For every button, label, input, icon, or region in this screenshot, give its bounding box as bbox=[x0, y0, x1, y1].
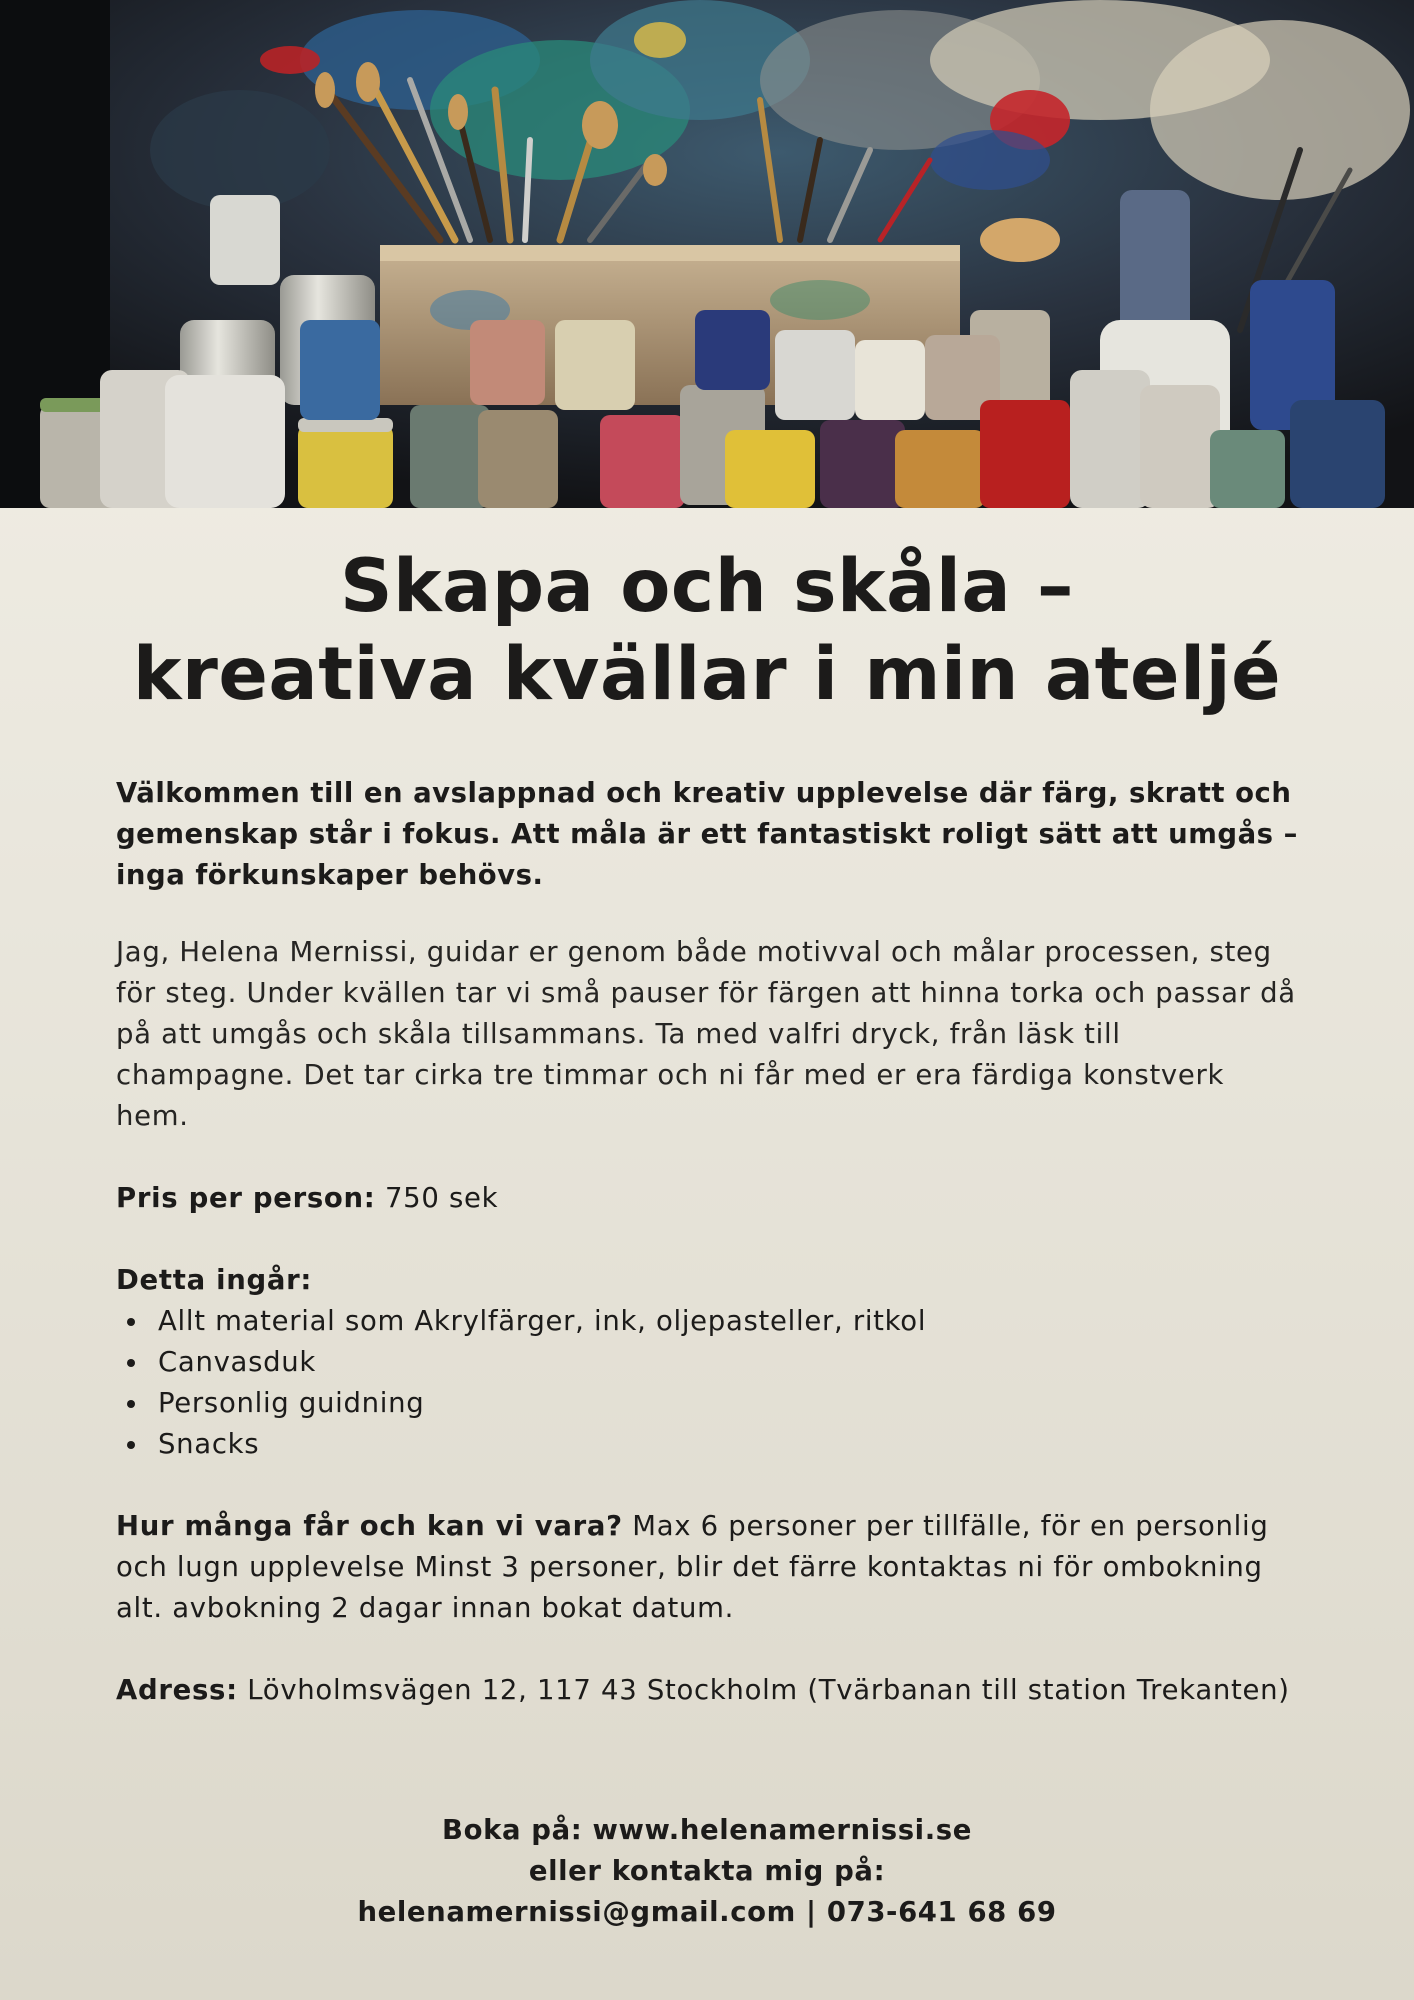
list-item: • Allt material som Akrylfärger, ink, oljepasteller, ritkol bbox=[150, 1301, 1306, 1342]
address-section bbox=[116, 1670, 1306, 1711]
price-label: Pris per person: bbox=[116, 1182, 376, 1214]
hero-image bbox=[0, 0, 1414, 508]
included-section bbox=[116, 1260, 1306, 1465]
capacity-value: Max 6 personer per tillfälle, för en personlig och lugn upplevelse Minst 3 personer, blir det färre kontaktas ni för ombokning alt. avbokning 2 dagar innan bokat datum. bbox=[116, 1510, 1269, 1624]
list-item: • Canvasduk bbox=[150, 1342, 1306, 1383]
description-paragraph: Jag, Helena Mernissi, guidar er genom både motivval och målar processen, steg för steg. Under kvällen tar vi små pauser för färgen att hinna torka och passar då på att umgås och skåla tillsammans. Ta med valfri dryck, från läsk till champagne. Det tar cirka tre timmar och ni får med er era färdiga konstverk hem. bbox=[116, 936, 1296, 1132]
booking-website-link[interactable]: Boka på: www.helenamernissi.se bbox=[442, 1814, 972, 1846]
price-value: 750 sek bbox=[375, 1182, 499, 1214]
included-label: Detta ingår: bbox=[116, 1264, 313, 1296]
flyer-content bbox=[116, 508, 1306, 1711]
page-title bbox=[100, 543, 1314, 719]
price-section bbox=[116, 1178, 1306, 1219]
capacity-section bbox=[116, 1506, 1306, 1629]
title-line-1: Skapa och skåla – bbox=[339, 544, 1075, 629]
address-value: Lövholmsvägen 12, 117 43 Stockholm (Tvärbanan till station Trekanten) bbox=[237, 1674, 1290, 1706]
capacity-label: Hur många får och kan vi vara? bbox=[116, 1510, 623, 1542]
paint-jars-brushes-photo bbox=[0, 0, 1414, 508]
address-label: Adress: bbox=[116, 1674, 238, 1706]
contact-prompt: eller kontakta mig på: bbox=[528, 1855, 886, 1887]
list-item: • Personlig guidning bbox=[150, 1383, 1306, 1424]
included-list bbox=[116, 1301, 1306, 1465]
title-line-2: kreativa kvällar i min ateljé bbox=[132, 632, 1282, 717]
list-item: • Snacks bbox=[150, 1424, 1306, 1465]
intro-paragraph: Välkommen till en avslappnad och kreativ upplevelse där färg, skratt och gemenskap står i fokus. Att måla är ett fantastiskt roligt sätt att umgås – inga förkunskaper behövs. bbox=[116, 777, 1298, 891]
contact-details[interactable]: helenamernissi@gmail.com | 073-641 68 69 bbox=[357, 1896, 1057, 1928]
booking-contact bbox=[0, 1810, 1414, 1933]
